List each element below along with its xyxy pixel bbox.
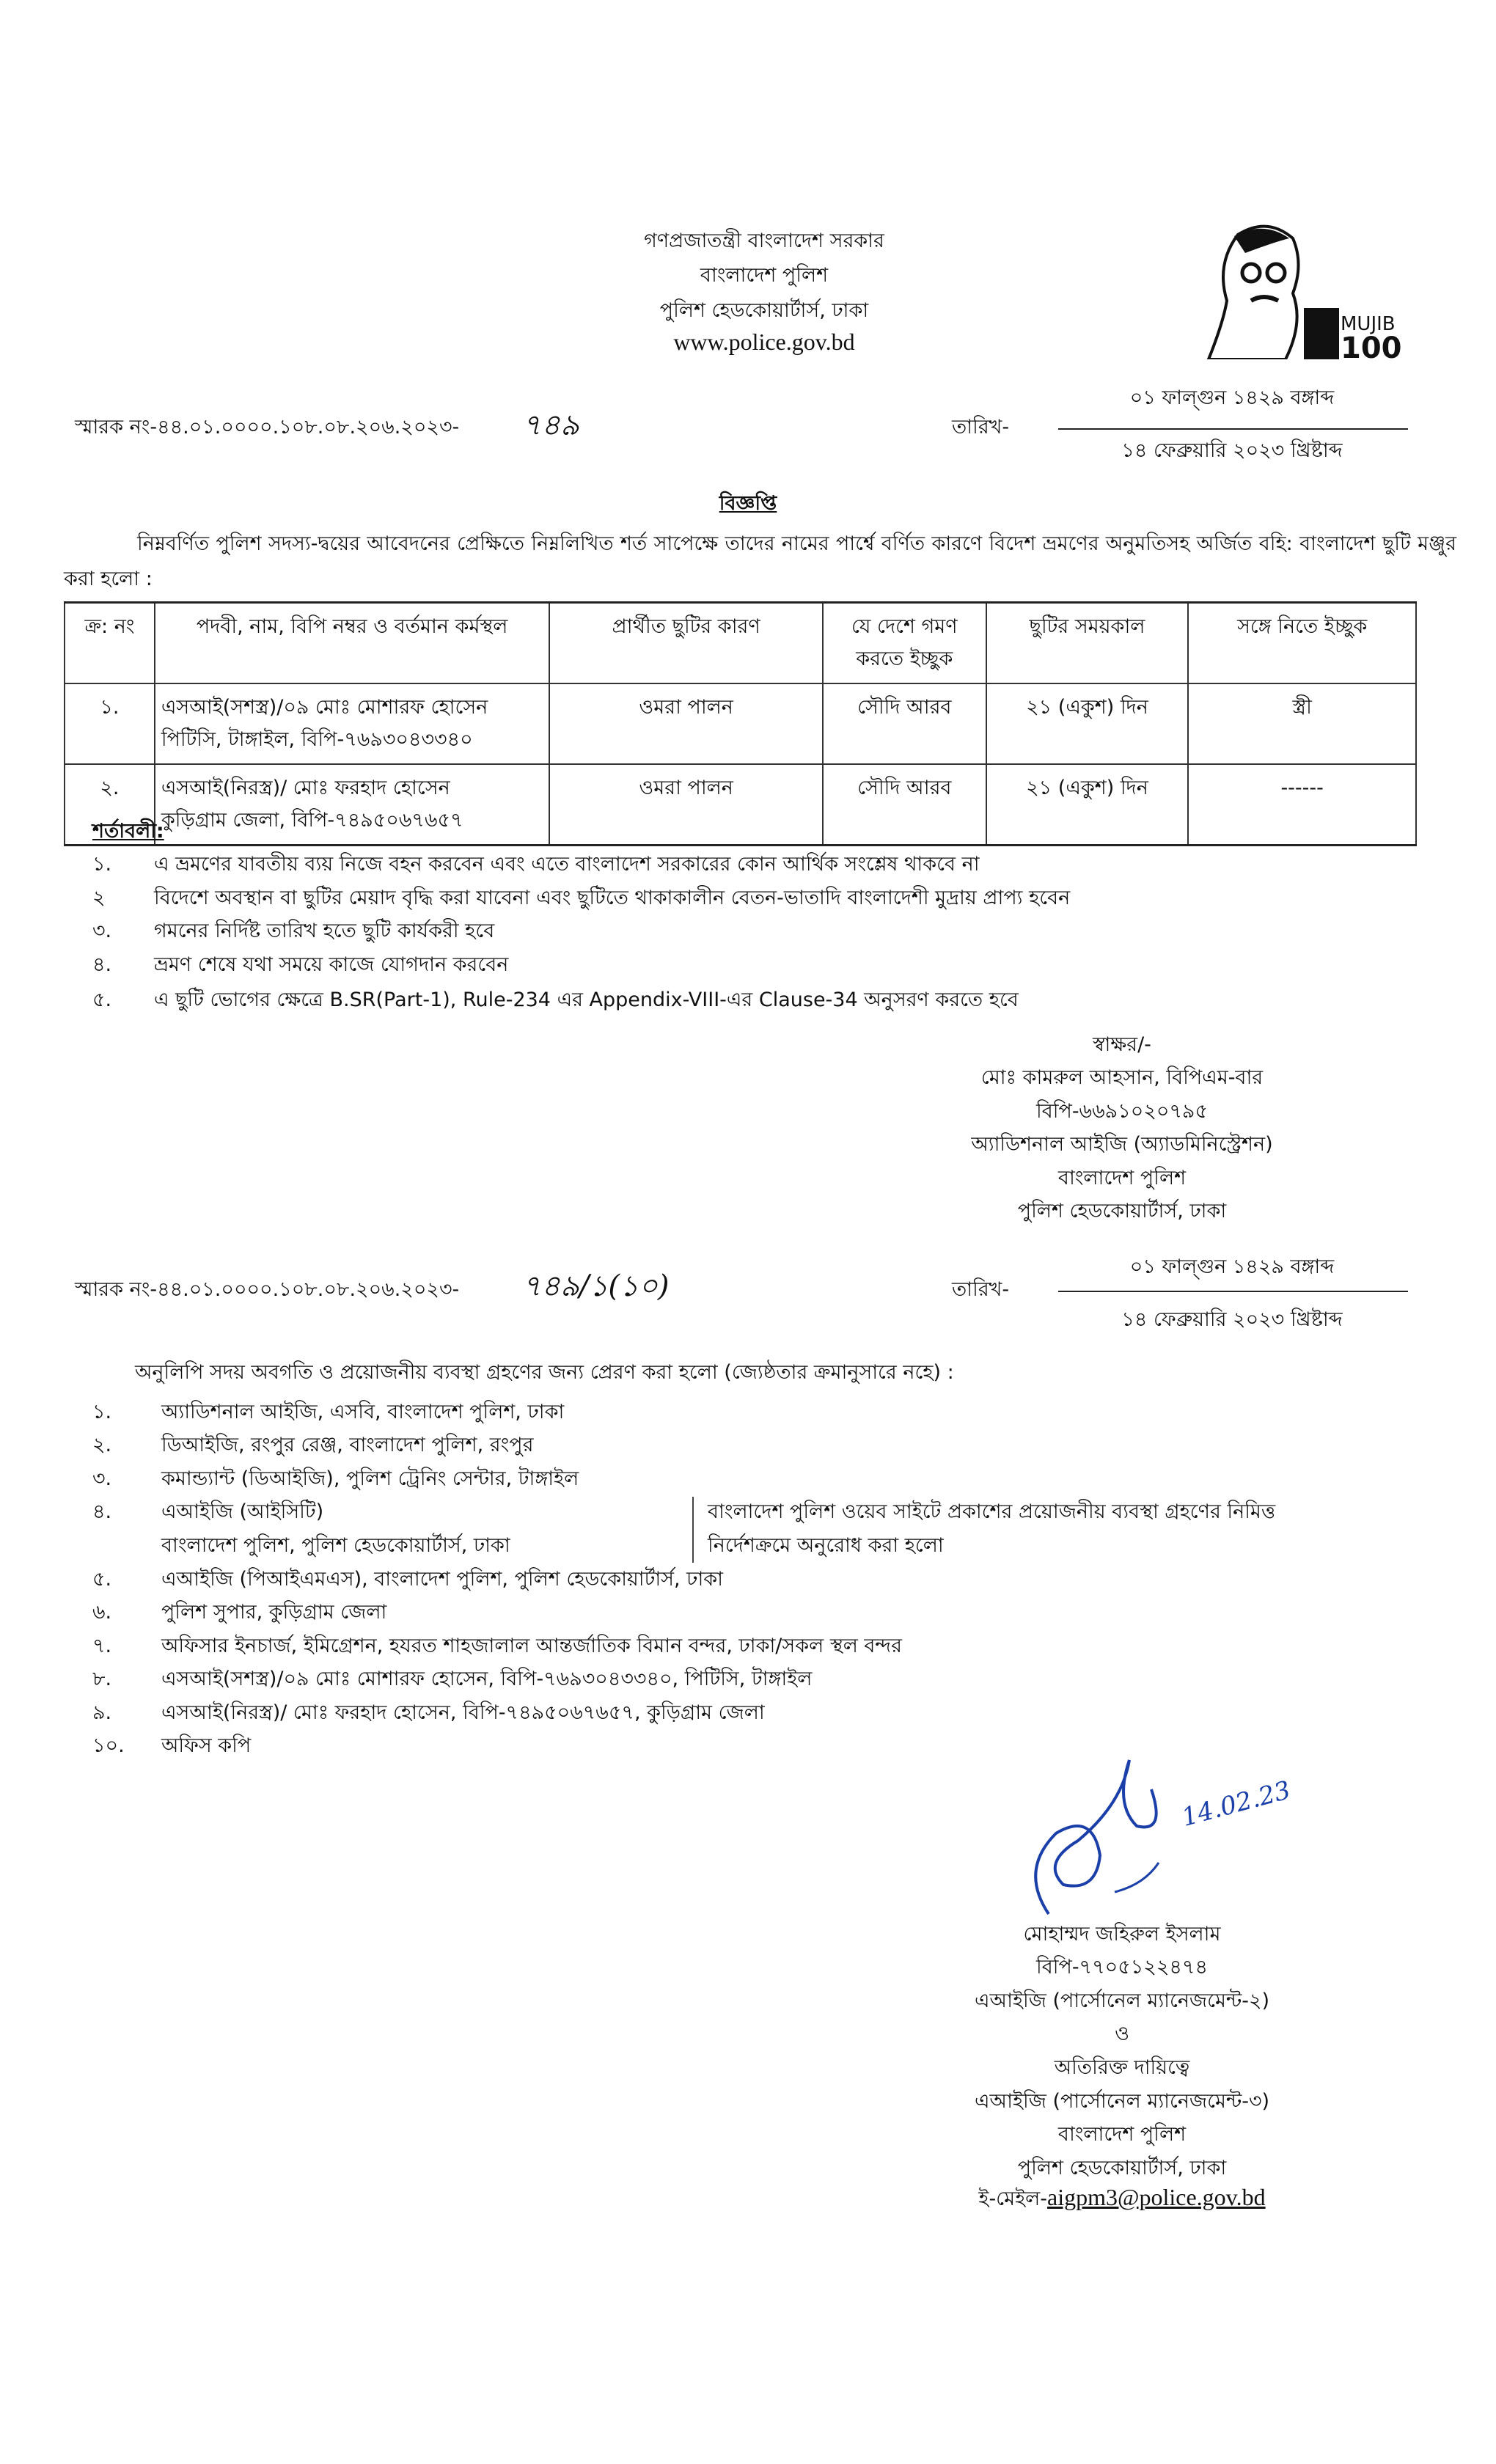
copy-note-divider bbox=[692, 1497, 694, 1563]
header-reason: প্রার্থীত ছুটির কারণ bbox=[549, 603, 823, 684]
copy-number: ১০. bbox=[92, 1734, 125, 1757]
notice-title: বিজ্ঞপ্তি bbox=[719, 492, 777, 515]
copy-number: ১. bbox=[92, 1401, 112, 1423]
row-name bbox=[155, 683, 550, 764]
row-place-line: পিটিসি, টাঙ্গাইল, বিপি-৭৬৯৩০৪৩৩৪০ bbox=[161, 728, 473, 751]
condition-number: ৫. bbox=[92, 989, 112, 1011]
row-country: সৌদি আরব bbox=[823, 764, 986, 846]
conditions-title: শর্তাবলী: bbox=[92, 820, 164, 843]
copy-recipient: অ্যাডিশনাল আইজি, এসবি, বাংলাদেশ পুলিশ, ঢাকা bbox=[161, 1401, 565, 1423]
row-name-line: এসআই(সশস্ত্র)/০৯ মোঃ মোশারফ হোসেন bbox=[161, 696, 488, 719]
row-name-line: এসআই(নিরস্ত্র)/ মোঃ ফরহাদ হোসেন bbox=[161, 777, 450, 799]
signatory2-org: বাংলাদেশ পুলিশ bbox=[1057, 2123, 1187, 2146]
notice-paragraph-line2: বহি: বাংলাদেশ ছুটি মঞ্জুর করা হলো : bbox=[64, 532, 1456, 590]
date-bangla: ০১ ফাল্গুন ১৪২৯ বঙ্গাব্দ bbox=[1129, 386, 1335, 409]
handwritten-date: 14.02.23 bbox=[1178, 1775, 1294, 1833]
leave-table bbox=[64, 601, 1417, 846]
table-row bbox=[65, 683, 1416, 764]
notice-paragraph-line1: নিম্নবর্ণিত পুলিশ সদস্য-দ্বয়ের আবেদনের প্রেক্ষিতে নিম্নলিখিত শর্ত সাপেক্ষে তাদের নামের পার্শ্বে বর্ণিত কারণে বিদেশ ভ্রমণের অনুমতিসহ অর্জিত bbox=[137, 532, 1253, 555]
condition-number: ৩. bbox=[92, 920, 112, 942]
header-govt: গণপ্রজাতন্ত্রী বাংলাদেশ সরকার bbox=[644, 230, 884, 252]
condition-text: এ ভ্রমণের যাবতীয় ব্যয় নিজে বহন করবেন এবং এতে বাংলাদেশ সরকারের কোন আর্থিক সংশ্লেষ থাকবে না bbox=[154, 853, 980, 876]
row-reason: ওমরা পালন bbox=[549, 683, 823, 764]
header-sl: ক্র: নং bbox=[65, 603, 155, 684]
row-sl: ১. bbox=[65, 683, 155, 764]
condition-text: গমনের নির্দিষ্ট তারিখ হতে ছুটি কার্যকরী হবে bbox=[154, 920, 495, 942]
row-duration: ২১ (একুশ) দিন bbox=[986, 764, 1189, 846]
header-website: www.police.gov.bd bbox=[673, 329, 855, 355]
header-name: পদবী, নাম, বিপি নম্বর ও বর্তমান কর্মস্থল bbox=[155, 603, 550, 684]
copy-recipient: অফিসার ইনচার্জ, ইমিগ্রেশন, হযরত শাহজালাল আন্তর্জাতিক বিমান বন্দর, ঢাকা/সকল স্থল বন্দর bbox=[161, 1635, 902, 1657]
copy-number: ৪. bbox=[92, 1500, 112, 1523]
signatory2-and: ও bbox=[1115, 2023, 1129, 2045]
copy-recipient-line2: বাংলাদেশ পুলিশ, পুলিশ হেডকোয়ার্টার্স, ঢাকা bbox=[161, 1534, 510, 1557]
condition-text: ভ্রমণ শেষে যথা সময়ে কাজে যোগদান করবেন bbox=[154, 953, 509, 976]
copy-recipient: এসআই(সশস্ত্র)/০৯ মোঃ মোশারফ হোসেন, বিপি-৭৬৯৩০৪৩৩৪০, পিটিসি, টাঙ্গাইল bbox=[161, 1668, 813, 1690]
copy-recipient: এআইজি (পিআইএমএস), বাংলাদেশ পুলিশ, পুলিশ হেডকোয়ার্টার্স, ঢাকা bbox=[161, 1568, 724, 1591]
copy-recipient: অফিস কপি bbox=[161, 1734, 252, 1757]
signatory2-designation: এআইজি (পার্সোনেল ম্যানেজমেন্ট-২) bbox=[974, 1990, 1270, 2012]
header-police: বাংলাদেশ পুলিশ bbox=[700, 264, 829, 287]
signatory2-bp: বিপি-৭৭০৫১২২৪৭৪ bbox=[1036, 1956, 1208, 1979]
memo2-handwritten-number: ৭৪৯/১(১০) bbox=[522, 1269, 670, 1303]
memo-handwritten-number: ৭৪৯ bbox=[522, 408, 579, 442]
copy-note: বাংলাদেশ পুলিশ ওয়েব সাইটে প্রকাশের প্রয়োজনীয় ব্যবস্থা গ্রহণের নিমিত্ত bbox=[708, 1500, 1276, 1523]
date-divider bbox=[1058, 428, 1408, 430]
header-companion: সঙ্গে নিতে ইচ্ছুক bbox=[1188, 603, 1416, 684]
signature-signed: স্বাক্ষর/- bbox=[1093, 1033, 1151, 1056]
date-label: তারিখ- bbox=[952, 416, 1010, 439]
copy-recipient: এআইজি (আইসিটি) bbox=[161, 1500, 324, 1523]
row-sl: ২. bbox=[65, 764, 155, 846]
header-hq: পুলিশ হেডকোয়ার্টার্স, ঢাকা bbox=[659, 299, 869, 322]
copy-number: ৫. bbox=[92, 1568, 112, 1591]
condition-text: এ ছুটি ভোগের ক্ষেত্রে B.SR(Part-1), Rule-234 এর Appendix-VIII-এর Clause-34 অনুসরণ করতে হবে bbox=[154, 989, 1019, 1011]
signatory-name: মোঃ কামরুল আহসান, বিপিএম-বার bbox=[980, 1066, 1264, 1089]
svg-text:100: 100 bbox=[1341, 331, 1402, 359]
copy-recipient: কমান্ড্যান্ট (ডিআইজি), পুলিশ ট্রেনিং সেন্টার, টাঙ্গাইল bbox=[161, 1467, 579, 1490]
portrait-icon bbox=[1194, 220, 1407, 359]
row-name bbox=[155, 764, 550, 846]
table-row bbox=[65, 764, 1416, 846]
copy-intro: অনুলিপি সদয় অবগতি ও প্রয়োজনীয় ব্যবস্থা গ্রহণের জন্য প্রেরণ করা হলো (জ্যেষ্ঠতার ক্রমানুসারে নহে) : bbox=[135, 1361, 954, 1384]
mujib-100-logo bbox=[1194, 220, 1407, 359]
table-header-row bbox=[65, 603, 1416, 684]
copy-recipient: এসআই(নিরস্ত্র)/ মোঃ ফরহাদ হোসেন, বিপি-৭৪৯৫০৬৭৬৫৭, কুড়িগ্রাম জেলা bbox=[161, 1701, 765, 1724]
signatory2-designation2: এআইজি (পার্সোনেল ম্যানেজমেন্ট-৩) bbox=[974, 2090, 1270, 2113]
copy-number: ৭. bbox=[92, 1635, 112, 1657]
copy-number: ৬. bbox=[92, 1601, 112, 1624]
row-duration: ২১ (একুশ) দিন bbox=[986, 683, 1189, 764]
signatory2-name: মোহাম্মদ জহিরুল ইসলাম bbox=[1023, 1923, 1221, 1946]
date2-label: তারিখ- bbox=[952, 1278, 1010, 1301]
date2-divider bbox=[1058, 1291, 1408, 1292]
copy-number: ৮. bbox=[92, 1668, 112, 1690]
signatory-designation: অ্যাডিশনাল আইজি (অ্যাডমিনিস্ট্রেশন) bbox=[971, 1133, 1273, 1156]
email-label: ই-মেইল- bbox=[978, 2188, 1048, 2210]
email-link[interactable]: aigpm3@police.gov.bd bbox=[1047, 2184, 1266, 2210]
row-companion: ------ bbox=[1188, 764, 1416, 846]
header-country: যে দেশে গমণ করতে ইচ্ছুক bbox=[823, 603, 986, 684]
date2-bangla: ০১ ফাল্গুন ১৪২৯ বঙ্গাব্দ bbox=[1129, 1255, 1335, 1278]
condition-number: ২ bbox=[92, 887, 106, 909]
signatory-office: পুলিশ হেডকোয়ার্টার্স, ঢাকা bbox=[1017, 1200, 1227, 1222]
signatory2-additional: অতিরিক্ত দায়িত্বে bbox=[1054, 2056, 1190, 2079]
memo-number: স্মারক নং-৪৪.০১.০০০০.১০৮.০৮.২০৬.২০২৩- bbox=[75, 416, 460, 439]
row-place-line: কুড়িগ্রাম জেলা, বিপি-৭৪৯৫০৬৭৬৫৭ bbox=[161, 809, 463, 832]
condition-number: ৪. bbox=[92, 953, 112, 976]
condition-number: ১. bbox=[92, 853, 112, 876]
svg-text:MUJIB: MUJIB bbox=[1341, 313, 1396, 335]
copy-note-line2: নির্দেশক্রমে অনুরোধ করা হলো bbox=[708, 1534, 944, 1557]
date2-english: ১৪ ফেব্রুয়ারি ২০২৩ খ্রিষ্টাব্দ bbox=[1121, 1308, 1343, 1331]
copy-number: ৯. bbox=[92, 1701, 112, 1724]
copy-number: ৩. bbox=[92, 1467, 112, 1490]
copy-number: ২. bbox=[92, 1434, 112, 1456]
copy-recipient: ডিআইজি, রংপুর রেঞ্জ, বাংলাদেশ পুলিশ, রংপুর bbox=[161, 1434, 534, 1456]
row-companion: স্ত্রী bbox=[1188, 683, 1416, 764]
memo2-number: স্মারক নং-৪৪.০১.০০০০.১০৮.০৮.২০৬.২০২৩- bbox=[75, 1278, 460, 1301]
signatory-bp: বিপি-৬৬৯১০২০৭৯৫ bbox=[1036, 1100, 1208, 1123]
signatory-org: বাংলাদেশ পুলিশ bbox=[1057, 1167, 1187, 1189]
handwritten-signature-icon bbox=[1012, 1745, 1335, 1921]
row-country: সৌদি আরব bbox=[823, 683, 986, 764]
notice-paragraph bbox=[64, 527, 1456, 597]
row-reason: ওমরা পালন bbox=[549, 764, 823, 846]
condition-text: বিদেশে অবস্থান বা ছুটির মেয়াদ বৃদ্ধি করা যাবেনা এবং ছুটিতে থাকাকালীন বেতন-ভাতাদি বাংলাদেশী মুদ্রায় প্রাপ্য হবেন bbox=[154, 887, 1071, 909]
header-duration: ছুটির সময়কাল bbox=[986, 603, 1189, 684]
copy-recipient: পুলিশ সুপার, কুড়িগ্রাম জেলা bbox=[161, 1601, 387, 1624]
date-english: ১৪ ফেব্রুয়ারি ২০২৩ খ্রিষ্টাব্দ bbox=[1121, 439, 1343, 462]
signatory2-email-row bbox=[978, 2184, 1265, 2217]
signatory2-office: পুলিশ হেডকোয়ার্টার্স, ঢাকা bbox=[1017, 2157, 1227, 2179]
